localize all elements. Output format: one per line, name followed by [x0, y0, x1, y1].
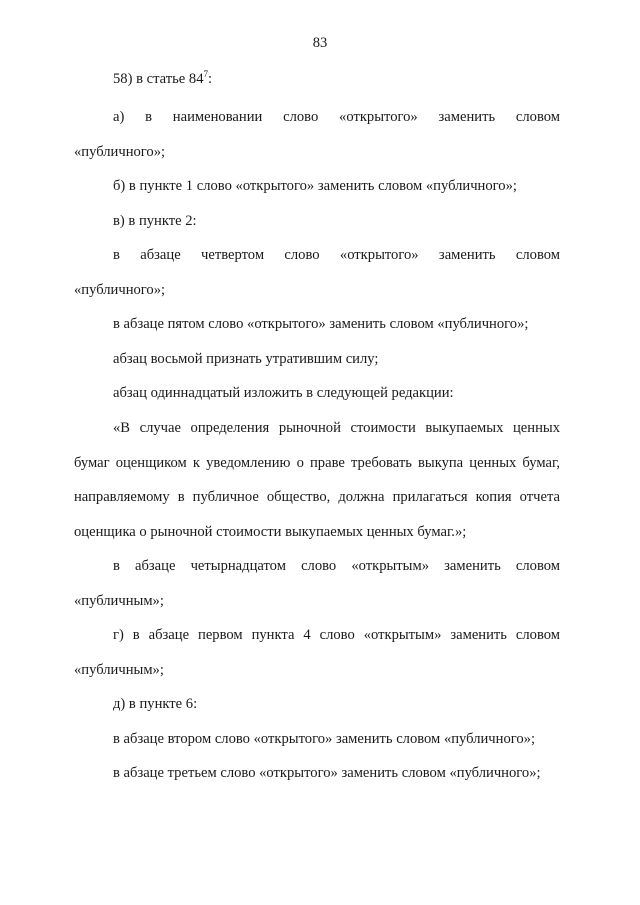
paragraph-line: в абзаце четырнадцатом слово «открытым» заменить словом: [113, 558, 560, 574]
quoted-paragraph-line: направляемому в публичное общество, должна прилагаться копия отчета: [74, 489, 560, 505]
paragraph-line: «публичного»;: [74, 144, 166, 160]
paragraph-line: в абзаце третьем слово «открытого» заменить словом «публичного»;: [113, 765, 541, 781]
paragraph-line: абзац восьмой признать утратившим силу;: [113, 351, 379, 367]
paragraph-line: «публичным»;: [74, 593, 164, 609]
item-58-tail: :: [208, 71, 213, 87]
quoted-paragraph-line: бумаг оценщиком к уведомлению о праве требовать выкупа ценных бумаг,: [74, 455, 560, 471]
paragraph-line: в абзаце пятом слово «открытого» заменить словом «публичного»;: [113, 316, 529, 332]
paragraph-line: в) в пункте 2:: [113, 213, 197, 229]
paragraph-line: «публичным»;: [74, 662, 164, 678]
paragraph-line: абзац одиннадцатый изложить в следующей редакции:: [113, 385, 454, 401]
quoted-paragraph-line: оценщика о рыночной стоимости выкупаемых ценных бумаг.»;: [74, 524, 467, 540]
item-58-superscript: 7: [203, 69, 209, 79]
paragraph-line: в абзаце четвертом слово «открытого» заменить словом: [113, 247, 560, 263]
item-58-text: 58) в статье 84: [113, 71, 204, 87]
paragraph-line: «публичного»;: [74, 282, 166, 298]
paragraph-line: а) в наименовании слово «открытого» заменить словом: [113, 109, 560, 125]
page-number: 83: [312, 35, 328, 51]
paragraph-line: г) в абзаце первом пункта 4 слово «открытым» заменить словом: [113, 627, 560, 643]
paragraph-line: д) в пункте 6:: [113, 696, 198, 712]
quoted-paragraph-line: «В случае определения рыночной стоимости выкупаемых ценных: [113, 420, 560, 436]
paragraph-line: б) в пункте 1 слово «открытого» заменить словом «публичного»;: [113, 178, 517, 194]
paragraph-line: в абзаце втором слово «открытого» заменить словом «публичного»;: [113, 731, 536, 747]
item-58-heading: [113, 71, 560, 88]
